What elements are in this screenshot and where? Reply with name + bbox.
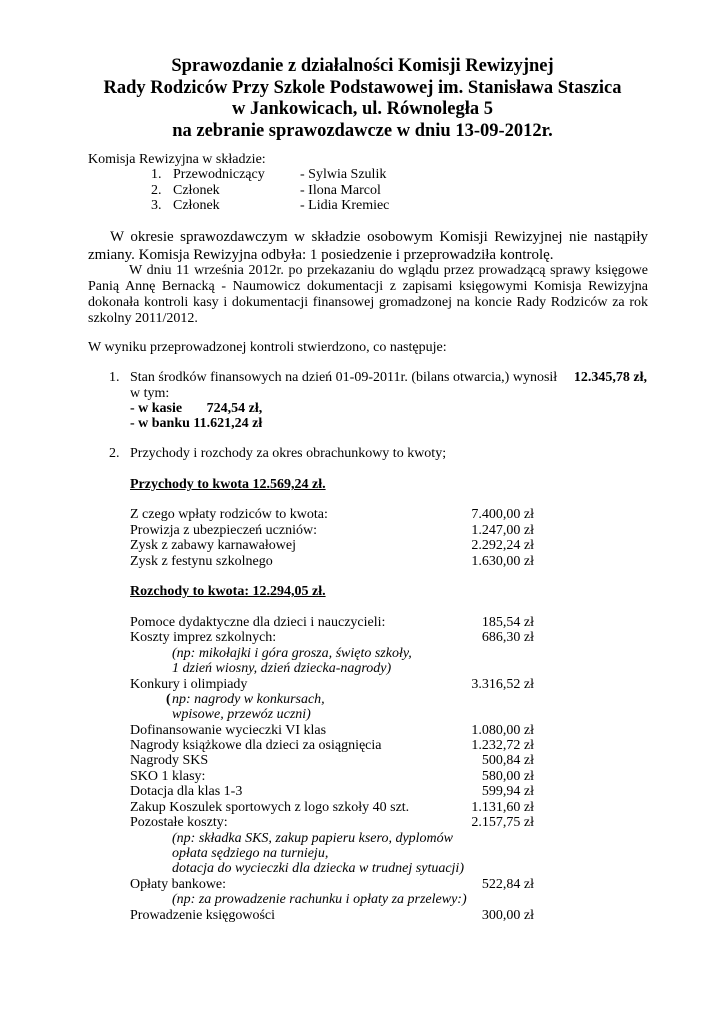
income-row-amount: 1.630,00 zł	[471, 554, 534, 569]
expense-row	[130, 753, 534, 769]
expense-note: opłata sędziego na turnieju,	[172, 846, 329, 861]
expense-row-amount: 300,00 zł	[481, 908, 534, 923]
item-1-sub: w tym:	[130, 386, 170, 401]
member-name: - Lidia Kremiec	[300, 198, 390, 213]
income-row-amount: 2.292,24 zł	[471, 538, 534, 553]
expense-row	[130, 784, 534, 800]
expense-row-label: Dotacja dla klas 1-3	[130, 784, 243, 799]
paragraph-3: W wyniku przeprowadzonej kontroli stwierdzono, co następuje:	[88, 340, 447, 355]
income-row	[130, 538, 534, 554]
income-row	[130, 554, 534, 570]
expense-row	[130, 738, 534, 754]
expense-row-amount: 185,54 zł	[481, 615, 534, 630]
income-row-label: Prowizja z ubezpieczeń uczniów:	[130, 523, 317, 538]
committee-intro: Komisja Rewizyjna w składzie:	[88, 152, 266, 167]
income-row-amount: 1.247,00 zł	[471, 523, 534, 538]
income-row-amount: 7.400,00 zł	[471, 507, 534, 522]
expense-row	[130, 800, 534, 816]
title-line-1: Sprawozdanie z działalności Komisji Rewizyjnej	[171, 56, 554, 76]
income-row-label: Zysk z festynu szkolnego	[130, 554, 273, 569]
item-1-number: 1.	[109, 370, 120, 385]
expense-row-amount: 599,94 zł	[481, 784, 534, 799]
expense-row-label: Koszty imprez szkolnych:	[130, 630, 277, 645]
expense-row-amount: 580,00 zł	[481, 769, 534, 784]
member-name: - Sylwia Szulik	[300, 167, 387, 182]
member-number: 3.	[151, 198, 162, 213]
paragraph-2-text: W dniu 11 września 2012r. po przekazaniu do wglądu przez prowadzącą sprawy księgowe Panią Annę Bernacką - Naumowicz dokumentacji z zapisami księgowymi Komisja Rewizyjna dokonała kontroli kasy i dokumentacji finansowej gromadzonej na koncie Rady Rodziców za rok szkolny 2011/2012.	[88, 263, 648, 326]
member-number: 1.	[151, 167, 162, 182]
expenses-heading: Rozchody to kwota: 12.294,05 zł.	[130, 584, 326, 599]
expense-row	[130, 877, 534, 893]
expense-row	[130, 815, 534, 831]
expense-row-amount: 1.232,72 zł	[471, 738, 534, 753]
document-title	[60, 56, 665, 142]
cash-balance: - w kasie 724,54 zł,	[130, 401, 263, 416]
expense-row	[130, 908, 534, 924]
income-row	[130, 507, 534, 523]
expense-row	[130, 630, 534, 646]
expense-row-label: Prowadzenie księgowości	[130, 908, 276, 923]
expense-row-label: Nagrody książkowe dla dzieci za osiągnięcia	[130, 738, 382, 753]
member-role: Przewodniczący	[173, 167, 265, 182]
item-2-number: 2.	[109, 446, 120, 461]
expense-row-amount: 522,84 zł	[481, 877, 534, 892]
title-line-4: na zebranie sprawozdawcze w dniu 13-09-2012r.	[172, 120, 553, 141]
expense-row-amount: 3.316,52 zł	[471, 677, 534, 692]
member-name: - Ilona Marcol	[300, 183, 381, 198]
expense-row-label: Pozostałe koszty:	[130, 815, 228, 830]
expense-note: wpisowe, przewóz uczni)	[172, 707, 311, 722]
expense-note-paren: (	[166, 692, 171, 707]
expense-note: 1 dzień wiosny, dzień dziecka-nagrody)	[172, 661, 392, 676]
opening-balance-amount: 12.345,78 zł,	[573, 370, 647, 385]
expense-row-amount: 686,30 zł	[481, 630, 534, 645]
expense-row-label: Pomoce dydaktyczne dla dzieci i nauczycieli:	[130, 615, 386, 630]
expense-note: dotacja do wycieczki dla dziecka w trudnej sytuacji)	[172, 861, 464, 876]
expense-row-label: SKO 1 klasy:	[130, 769, 206, 784]
income-row	[130, 523, 534, 539]
expense-row	[130, 615, 534, 631]
item-2-text: Przychody i rozchody za okres obrachunkowy to kwoty;	[130, 446, 447, 461]
title-line-2: Rady Rodziców Przy Szkole Podstawowej im. Stanisława Staszica	[103, 77, 622, 98]
member-number: 2.	[151, 183, 162, 198]
member-role: Członek	[173, 183, 220, 198]
expense-row-label: Opłaty bankowe:	[130, 877, 227, 892]
item-1-text: Stan środków finansowych na dzień 01-09-2011r. (bilans otwarcia,) wynosił	[130, 370, 558, 385]
expense-row-amount: 1.080,00 zł	[471, 723, 534, 738]
paragraph-1-text: W okresie sprawozdawczym w składzie osobowym Komisji Rewizyjnej nie nastąpiły zmiany. Komisja Rewizyjna odbyła: 1 posiedzenie i przeprowadziła kontrolę.	[88, 229, 648, 263]
expense-row	[130, 677, 534, 693]
expense-note: (np: za prowadzenie rachunku i opłaty za przelewy:)	[172, 892, 467, 907]
expense-row-label: Zakup Koszulek sportowych z logo szkoły 40 szt.	[130, 800, 410, 815]
income-heading: Przychody to kwota 12.569,24 zł.	[130, 477, 326, 492]
expense-row-amount: 500,84 zł	[481, 753, 534, 768]
expense-row-label: Dofinansowanie wycieczki VI klas	[130, 723, 327, 738]
expense-note: np: nagrody w konkursach,	[172, 692, 325, 707]
title-line-3: w Jankowicach, ul. Równoległa 5	[231, 99, 494, 119]
member-role: Członek	[173, 198, 220, 213]
expense-row-amount: 2.157,75 zł	[471, 815, 534, 830]
income-row-label: Z czego wpłaty rodziców to kwota:	[130, 507, 328, 522]
expense-row-amount: 1.131,60 zł	[471, 800, 534, 815]
income-row-label: Zysk z zabawy karnawałowej	[130, 538, 296, 553]
bank-balance: - w banku 11.621,24 zł	[130, 416, 263, 431]
expense-row	[130, 769, 534, 785]
paragraph-1	[88, 228, 648, 264]
paragraph-2	[88, 263, 648, 327]
expense-row	[130, 723, 534, 739]
expense-row-label: Konkury i olimpiady	[130, 677, 248, 692]
expense-row-label: Nagrody SKS	[130, 753, 209, 768]
expense-note: (np: mikołajki i góra grosza, święto szkoły,	[172, 646, 412, 661]
expense-note: (np: składka SKS, zakup papieru ksero, dyplomów	[172, 831, 453, 846]
